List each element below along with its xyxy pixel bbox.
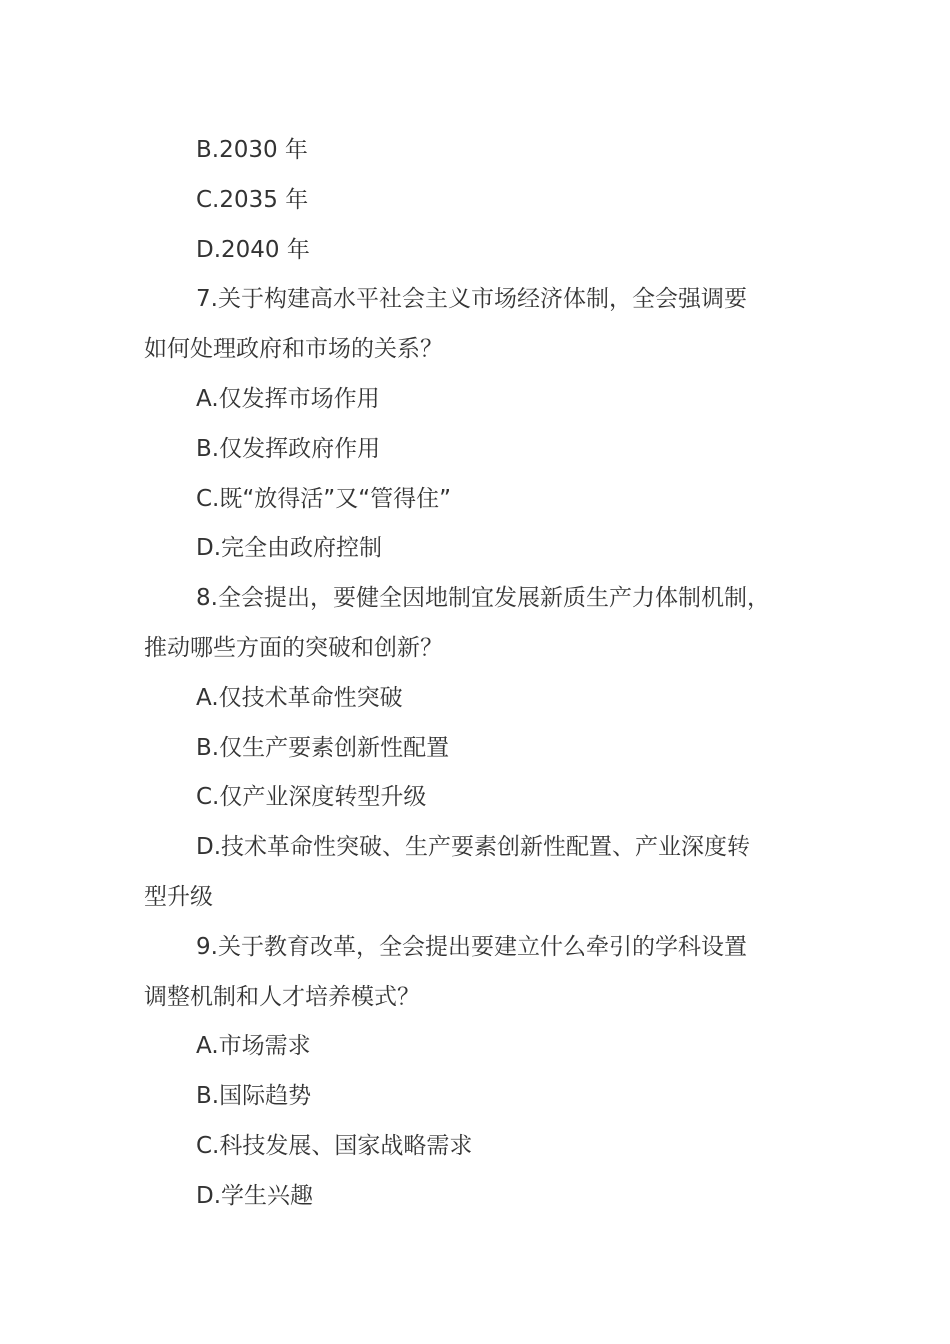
option-8d-line-1: D.技术革命性突破、生产要素创新性配置、产业深度转 bbox=[196, 834, 751, 861]
option-6d: D.2040 年 bbox=[196, 236, 310, 263]
option-8c: C.仅产业深度转型升级 bbox=[196, 784, 427, 811]
option-9b: B.国际趋势 bbox=[196, 1083, 312, 1110]
option-8d-line-2: 型升级 bbox=[144, 883, 213, 910]
question-8-line-1: 8.全会提出，要健全因地制宜发展新质生产力体制机制， bbox=[196, 585, 770, 612]
option-9c: C.科技发展、国家战略需求 bbox=[196, 1132, 473, 1159]
option-8a: A.仅技术革命性突破 bbox=[196, 684, 403, 711]
option-7d: D.完全由政府控制 bbox=[196, 535, 383, 562]
question-9-line-1: 9.关于教育改革，全会提出要建立什么牵引的学科设置 bbox=[196, 933, 747, 960]
question-8-line-2: 推动哪些方面的突破和创新？ bbox=[144, 634, 443, 661]
question-7-line-2: 如何处理政府和市场的关系？ bbox=[144, 336, 443, 363]
option-9a: A.市场需求 bbox=[196, 1033, 311, 1060]
option-7c: C.既“放得活”又“管得住” bbox=[196, 485, 452, 512]
question-7-line-1: 7.关于构建高水平社会主义市场经济体制，全会强调要 bbox=[196, 286, 747, 313]
option-6c: C.2035 年 bbox=[196, 186, 309, 213]
option-8b: B.仅生产要素创新性配置 bbox=[196, 734, 450, 761]
question-9-line-2: 调整机制和人才培养模式？ bbox=[144, 983, 420, 1010]
document-body bbox=[144, 126, 814, 1222]
option-6b: B.2030 年 bbox=[196, 137, 308, 163]
option-9d: D.学生兴趣 bbox=[196, 1182, 314, 1209]
option-7a: A.仅发挥市场作用 bbox=[196, 385, 380, 412]
option-7b: B.仅发挥政府作用 bbox=[196, 435, 381, 462]
